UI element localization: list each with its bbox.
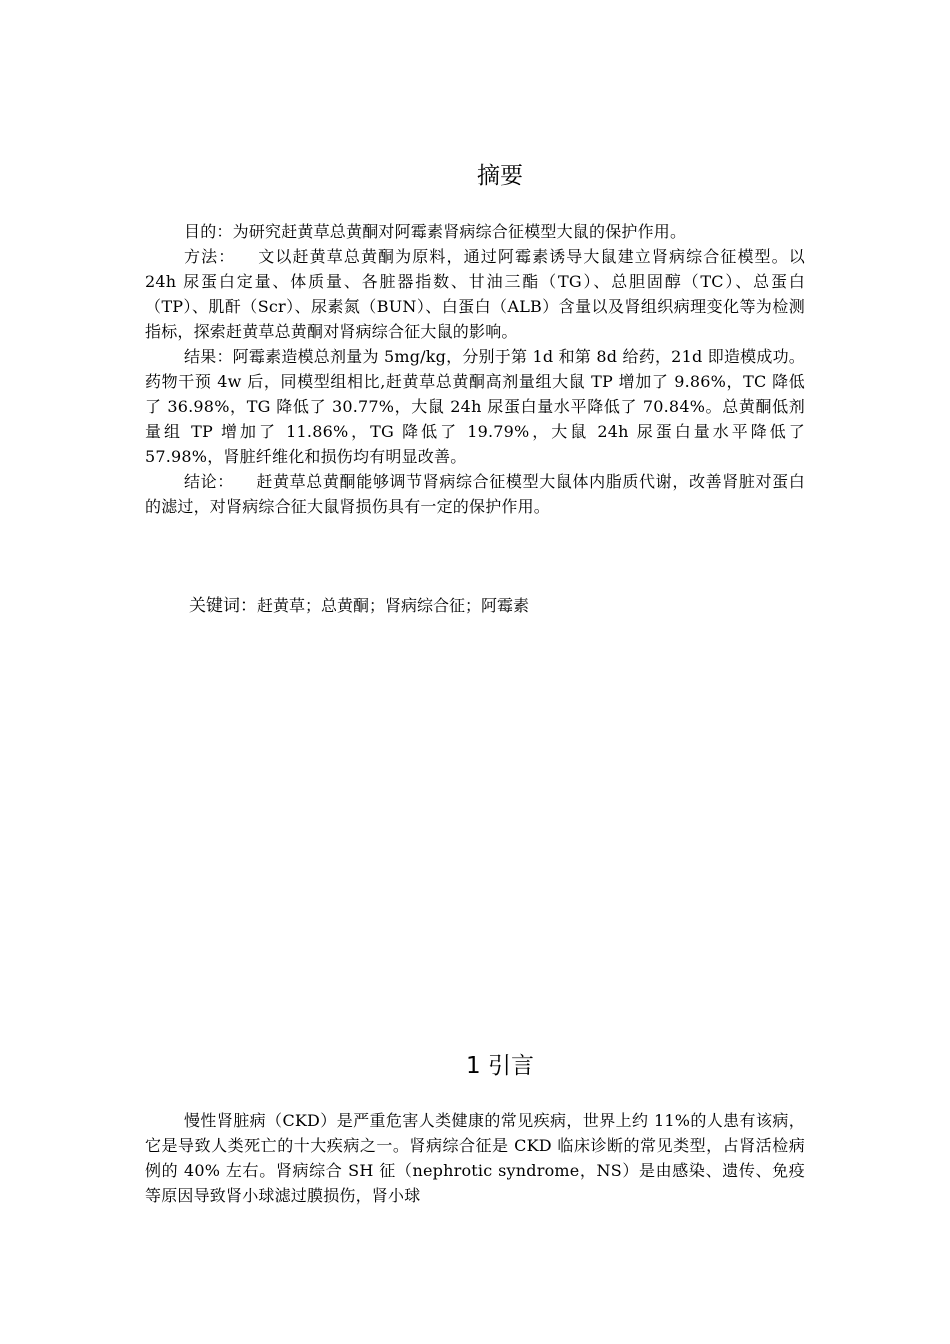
introduction-paragraph: 慢性肾脏病（CKD）是严重危害人类健康的常见疾病，世界上约 11%的人患有该病，它是导致人类死亡的十大疾病之一。肾病综合征是 CKD 临床诊断的常见类型，占肾活检病例的 40% 左右。肾病综合 SH 征（nephrotic syndrome，NS）是由感染、遗传、免疫等原因导致肾小球滤过膜损伤，肾小球 <box>145 1111 805 1205</box>
method-text: 文以赶黄草总黄酮为原料，通过阿霉素诱导大鼠建立肾病综合征模型。以 24h 尿蛋白定量、体质量、各脏器指数、甘油三酯（TG）、总胆固醇（TC）、总蛋白（TP）、肌酐（Scr）、尿素氮（BUN）、白蛋白（ALB）含量以及肾组织病理变化等为检测指标，探索赶黄草总黄酮对肾病综合征大鼠的影响。 <box>145 247 805 341</box>
introduction-title: 1 引言 <box>466 1053 534 1079</box>
keywords-line <box>189 593 529 619</box>
abstract-title: 摘要 <box>477 163 523 189</box>
abstract-method <box>145 244 805 344</box>
conclusion-text: 赶黄草总黄酮能够调节肾病综合征模型大鼠体内脂质代谢，改善肾脏对蛋白的滤过，对肾病综合征大鼠肾损伤具有一定的保护作用。 <box>145 472 805 516</box>
keywords-label: 关键词： <box>189 596 257 616</box>
abstract-conclusion <box>145 469 805 519</box>
introduction-body <box>145 1108 805 1208</box>
conclusion-label: 结论： <box>184 472 234 491</box>
result-label: 结果： <box>184 347 233 366</box>
method-label: 方法： <box>184 247 236 266</box>
abstract-body <box>145 219 805 519</box>
result-text: 阿霉素造模总剂量为 5mg/kg，分别于第 1d 和第 8d 给药，21d 即造模成功。药物干预 4w 后，同模型组相比,赶黄草总黄酮高剂量组大鼠 TP 增加了 9.86%，TC 降低了 36.98%，TG 降低了 30.77%，大鼠 24h 尿蛋白量水平降低了 70.84%。总黄酮低剂量组 TP 增加了 11.86%，TG 降低了 19.79%，大鼠 24h 尿蛋白量水平降低了 57.98%，肾脏纤维化和损伤均有明显改善。 <box>145 347 805 466</box>
keywords-text: 赶黄草；总黄酮；肾病综合征；阿霉素 <box>257 596 530 615</box>
abstract-objective <box>145 219 805 244</box>
abstract-result <box>145 344 805 469</box>
objective-label: 目的： <box>184 222 233 241</box>
objective-text: 为研究赶黄草总黄酮对阿霉素肾病综合征模型大鼠的保护作用。 <box>232 222 687 241</box>
